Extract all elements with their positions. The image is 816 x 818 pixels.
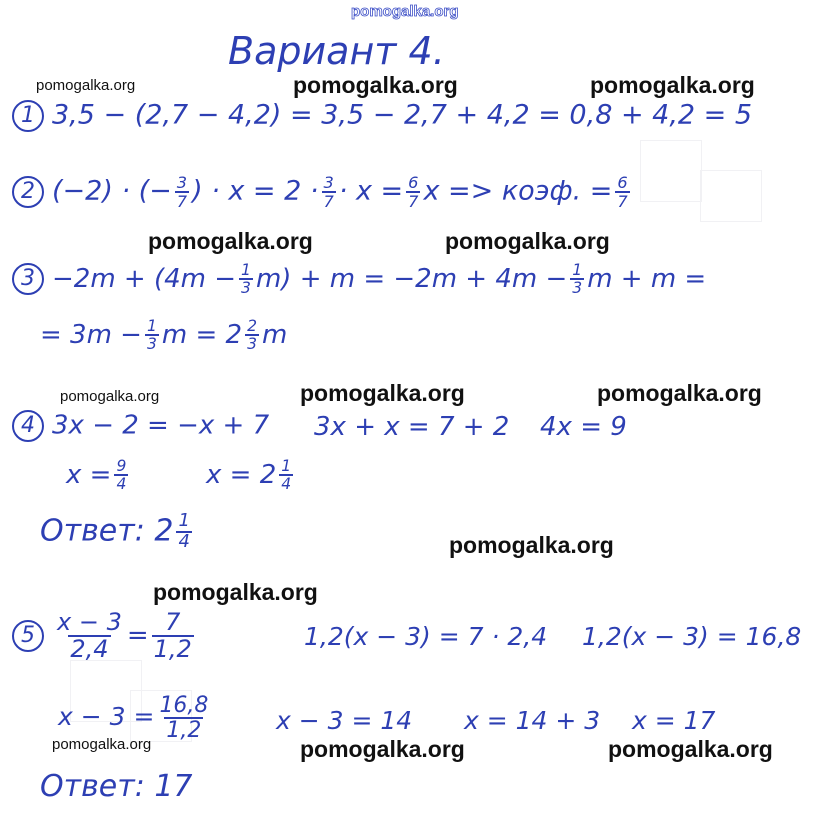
watermark: pomogalka.org bbox=[445, 228, 610, 254]
task-4-equation: 3x + x = 7 + 2 bbox=[314, 412, 510, 442]
watermark: pomogalka.org bbox=[60, 388, 160, 405]
denominator: 4 bbox=[116, 475, 127, 494]
task-1 bbox=[12, 100, 752, 132]
fraction bbox=[406, 174, 420, 210]
watermark: pomogalka.org bbox=[293, 72, 458, 98]
denominator: 3 bbox=[572, 279, 583, 298]
task-3-part: = 3m − bbox=[40, 319, 142, 350]
denominator: 3 bbox=[241, 279, 251, 298]
task-4-line-1 bbox=[12, 410, 269, 442]
task-5-equation: x = 14 + 3 bbox=[464, 706, 601, 735]
task-number: 1 bbox=[12, 100, 44, 132]
task-3-part: m + m = bbox=[587, 263, 707, 294]
numerator: 2 bbox=[247, 317, 257, 335]
fraction bbox=[239, 262, 253, 297]
watermark: pomogalka.org bbox=[608, 736, 773, 762]
task-4-equation: 4x = 9 bbox=[540, 412, 627, 442]
fraction bbox=[114, 458, 128, 493]
denominator: 7 bbox=[617, 192, 628, 211]
fraction bbox=[615, 174, 629, 210]
numerator: 6 bbox=[617, 173, 628, 192]
task-2-part: x => коэф. = bbox=[423, 175, 613, 207]
task-3-part: m) + m = −2m + 4m − bbox=[255, 263, 568, 294]
task-5-equation: x = 17 bbox=[632, 706, 716, 735]
task-4-part: Ответ: 2 bbox=[40, 513, 174, 549]
denominator: 3 bbox=[247, 335, 257, 354]
task-5-line-2 bbox=[58, 694, 213, 742]
fraction bbox=[570, 262, 584, 297]
denominator: 2,4 bbox=[70, 635, 109, 664]
background-grid bbox=[700, 170, 762, 222]
task-4-part: x = bbox=[66, 459, 112, 490]
task-3-part: −2m + (4m − bbox=[52, 263, 237, 294]
numerator: 9 bbox=[116, 457, 127, 475]
denominator: 4 bbox=[178, 530, 190, 552]
task-5-equation: 1,2(x − 3) = 16,8 bbox=[582, 622, 802, 651]
task-5-equation: x − 3 = 14 bbox=[276, 706, 413, 735]
numerator: 1 bbox=[146, 317, 157, 335]
denominator: 3 bbox=[146, 335, 157, 354]
watermark: pomogalka.org bbox=[300, 380, 465, 406]
numerator: 1 bbox=[241, 261, 251, 279]
watermark: pomogalka.org bbox=[597, 380, 762, 406]
denominator: 1,2 bbox=[166, 718, 202, 744]
numerator: 6 bbox=[408, 173, 419, 192]
task-2-part: (−2) · (− bbox=[52, 175, 172, 207]
task-5-part: = bbox=[126, 620, 149, 651]
watermark: pomogalka.org bbox=[153, 579, 318, 605]
watermark: pomogalka.org bbox=[148, 228, 313, 254]
denominator: 7 bbox=[408, 192, 419, 211]
task-3-line-2 bbox=[40, 318, 287, 353]
fraction bbox=[152, 610, 194, 662]
task-3-part: m = 2 bbox=[161, 319, 243, 350]
task-1-equation: 3,5 − (2,7 − 4,2) = 3,5 − 2,7 + 4,2 = 0,8 + 4,2 = 5 bbox=[52, 99, 753, 131]
task-5-equation: 1,2(x − 3) = 7 · 2,4 bbox=[304, 622, 548, 651]
task-5-part: x − 3 = bbox=[58, 702, 155, 732]
numerator: 7 bbox=[165, 608, 181, 636]
page-title: Вариант 4. bbox=[228, 29, 445, 73]
numerator: 3 bbox=[176, 173, 188, 192]
fraction bbox=[145, 318, 159, 353]
watermark: pomogalka.org bbox=[36, 77, 136, 94]
task-3-line-1 bbox=[12, 262, 706, 297]
task-2-part: ) · x = 2 · bbox=[192, 175, 319, 207]
fraction bbox=[176, 512, 191, 552]
fraction bbox=[55, 610, 124, 662]
numerator: 3 bbox=[323, 173, 334, 192]
denominator: 7 bbox=[176, 192, 188, 211]
watermark-top: pomogalka.org bbox=[351, 3, 459, 20]
task-4-x2 bbox=[206, 458, 296, 493]
numerator: 1 bbox=[178, 510, 190, 531]
task-4-equation: 3x − 2 = −x + 7 bbox=[52, 410, 270, 441]
task-3-part: m bbox=[262, 319, 288, 350]
task-4-part: x = 2 bbox=[206, 459, 277, 490]
numerator: 1 bbox=[572, 261, 583, 279]
background-grid bbox=[640, 140, 702, 202]
task-2 bbox=[12, 174, 633, 210]
task-number: 5 bbox=[12, 620, 44, 652]
fraction bbox=[245, 318, 259, 353]
fraction bbox=[157, 694, 210, 742]
fraction bbox=[279, 458, 293, 493]
fraction bbox=[322, 174, 336, 210]
task-number: 4 bbox=[12, 410, 44, 442]
numerator: x − 3 bbox=[57, 608, 122, 636]
numerator: 16,8 bbox=[159, 693, 209, 718]
fraction bbox=[175, 174, 189, 210]
denominator: 7 bbox=[323, 192, 334, 211]
task-5-line-1 bbox=[12, 610, 197, 662]
watermark: pomogalka.org bbox=[590, 72, 755, 98]
watermark: pomogalka.org bbox=[52, 736, 152, 753]
task-4-x1 bbox=[66, 458, 131, 493]
watermark: pomogalka.org bbox=[449, 532, 614, 558]
task-number: 2 bbox=[12, 176, 44, 208]
denominator: 4 bbox=[281, 475, 292, 494]
numerator: 1 bbox=[281, 457, 292, 475]
watermark: pomogalka.org bbox=[300, 736, 465, 762]
task-4-answer bbox=[40, 512, 195, 552]
task-2-part: · x = bbox=[338, 175, 404, 207]
task-number: 3 bbox=[12, 263, 44, 295]
task-5-answer: Ответ: 17 bbox=[40, 769, 193, 804]
denominator: 1,2 bbox=[153, 635, 192, 664]
